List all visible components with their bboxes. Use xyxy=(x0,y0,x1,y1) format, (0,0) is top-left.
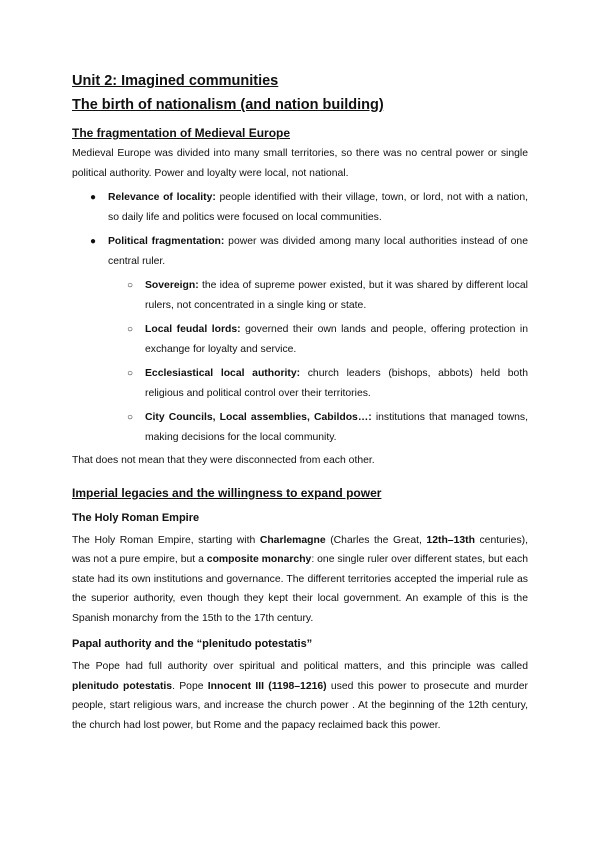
sub-list-item xyxy=(72,408,528,447)
paragraph-papal-authority xyxy=(72,657,528,735)
text-run: . Pope xyxy=(172,680,208,692)
bold-run: composite monarchy xyxy=(206,554,312,565)
bold-run: plenitudo potestatis xyxy=(72,680,173,692)
list-item-text: people identified with their village, town, or lord, not with a nation, so daily life and politics were focused on local communities. xyxy=(108,192,528,223)
sub-list-item-text: the idea of supreme power existed, but it was shared by different local rulers, not concentrated in a single king or state. xyxy=(145,280,528,311)
subheading-holy-roman-empire: The Holy Roman Empire xyxy=(72,511,200,524)
paragraph-holy-roman-empire xyxy=(72,531,528,629)
section-heading-fragmentation: The fragmentation of Medieval Europe xyxy=(72,126,291,140)
circle-bullet-icon: ○ xyxy=(127,368,134,379)
document-page xyxy=(72,70,528,735)
list-item-text: power was divided among many local authorities instead of one central ruler. xyxy=(108,236,528,267)
list-item xyxy=(72,232,528,271)
circle-bullet-icon: ○ xyxy=(127,324,134,335)
text-run: (Charles the Great, xyxy=(325,534,427,546)
bullet-icon: ● xyxy=(90,236,97,247)
sub-list-item-text: institutions that managed towns, making decisions for the local community. xyxy=(145,412,528,443)
list-item-term: Political fragmentation: xyxy=(108,236,225,247)
text-run: : one single ruler over different states, but each state had its own institutions and governance. The different territories accepted the imperial rule as the superior authority, even though they kept their local government. An example of this is the Spanish monarchy from the 15th to the 17th century. xyxy=(72,554,528,624)
bold-run: Innocent III (1198–1216) xyxy=(207,680,327,692)
text-run: centuries), was not a pure empire, but a xyxy=(72,534,528,565)
sub-list-item-term: Sovereign: xyxy=(145,280,199,291)
sub-list-item-term: City Councils, Local assemblies, Cabildos…: xyxy=(145,412,372,423)
text-run: The Holy Roman Empire, starting with xyxy=(72,534,260,546)
unit-title: Unit 2: Imagined communities xyxy=(72,73,279,89)
text-run: used this power to prosecute and murder people, start religious wars, and increase the church power . At the beginning of the 12th century, the church had lost power, but Rome and the papacy reclaimed back this power. xyxy=(72,680,528,731)
circle-bullet-icon: ○ xyxy=(127,280,134,291)
sub-list-item-text: governed their own lands and people, offering protection in exchange for loyalty and service. xyxy=(145,324,528,355)
bold-run: 12th–13th xyxy=(426,534,475,546)
sub-list-item xyxy=(72,276,528,315)
sub-list-item xyxy=(72,320,528,359)
list-item xyxy=(72,188,528,227)
sub-list-item-term: Local feudal lords: xyxy=(145,324,241,335)
bullet-icon: ● xyxy=(90,192,97,203)
section-heading-imperial: Imperial legacies and the willingness to expand power xyxy=(72,485,382,500)
sub-list-item xyxy=(72,364,528,403)
sub-list-item-term: Ecclesiastical local authority: xyxy=(145,368,301,379)
text-run: The Pope had full authority over spiritual and political matters, and this principle was called xyxy=(72,661,528,672)
paragraph-closing: That does not mean that they were disconnected from each other. xyxy=(72,455,375,466)
paragraph-intro: Medieval Europe was divided into many small territories, so there was no central power or single political authority. Power and loyalty were local, not national. xyxy=(72,148,528,179)
main-title: The birth of nationalism (and nation building) xyxy=(72,97,384,113)
list-item-term: Relevance of locality: xyxy=(108,192,216,203)
subheading-papal-authority: Papal authority and the “plenitudo potestatis” xyxy=(72,638,313,650)
circle-bullet-icon: ○ xyxy=(127,412,134,423)
sub-list-item-text: church leaders (bishops, abbots) held both religious and political control over their territories. xyxy=(145,368,528,399)
bold-run: Charlemagne xyxy=(259,534,326,546)
